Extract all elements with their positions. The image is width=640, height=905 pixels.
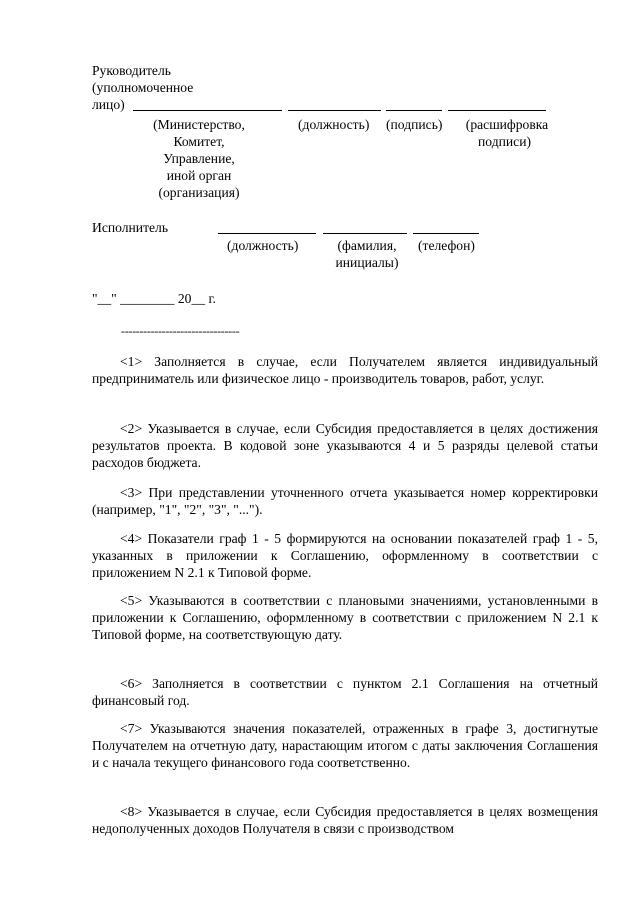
executor-caption-name [326, 237, 408, 271]
caption-ministry-line: (Министерство, [153, 117, 245, 132]
footnote-7: <7> Указываются значения показателей, отраженных в графе 3, достигнутые Получателем на отчетную дату, нарастающим итогом с даты заключения Соглашения и с начала текущего финансового года соответственно. [92, 721, 598, 770]
footnote-1: <1> Заполняется в случае, если Получателем является индивидуальный предприниматель или физическое лицо - производитель товаров, работ, услуг. [92, 354, 598, 386]
executor-phone-line [413, 233, 479, 234]
caption-position: (должность) [298, 117, 370, 132]
footnote-separator: -------------------------------- [121, 324, 240, 338]
footnote-4: <4> Показатели граф 1 - 5 формируются на основании показателей граф 1 - 5, указанных в приложении к Соглашению, оформленному в соответствии с приложением N 2.1 к Типовой форме. [92, 531, 598, 580]
signature-line [386, 110, 442, 111]
executor-label: Исполнитель [92, 220, 169, 235]
footnote-5: <5> Указываются в соответствии с плановыми значениями, установленными в приложении к Соглашению, оформленному в соответствии с приложением N 2.1 к Типовой форме, на соответствующую дату. [92, 593, 598, 642]
footnote-2: <2> Указывается в случае, если Субсидия предоставляется в целях достижения результатов проекта. В кодовой зоне указываются 4 и 5 разряды целевой статьи расходов бюджета. [92, 421, 598, 470]
caption-decoding-line: подписи) [478, 134, 531, 149]
decoding-signature-line [448, 110, 546, 111]
position-signature-line [288, 110, 381, 111]
caption-ministry [133, 116, 265, 201]
caption-decoding [455, 116, 559, 150]
head-label-line1: Руководитель [92, 63, 171, 78]
executor-caption-name-line: инициалы) [335, 255, 399, 270]
caption-ministry-line: Комитет, [173, 134, 225, 149]
footnote-8: <8> Указывается в случае, если Субсидия предоставляется в целях возмещения недополученных доходов Получателя в связи с производством [92, 804, 598, 836]
caption-ministry-line: (организация) [158, 185, 240, 200]
date-line: "__" ________ 20__ г. [92, 291, 216, 306]
executor-position-line [218, 233, 316, 234]
head-label-line2: (уполномоченное [92, 80, 194, 95]
head-label-line3: лицо) [92, 97, 125, 112]
footnote-3: <3> При представлении уточненного отчета указывается номер корректировки (например, "1", "2", "3", "..."). [92, 485, 598, 517]
executor-caption-name-line: (фамилия, [337, 238, 397, 253]
ministry-signature-line [133, 110, 282, 111]
executor-caption-phone: (телефон) [418, 238, 475, 253]
caption-decoding-line: (расшифровка [465, 117, 549, 132]
executor-caption-position: (должность) [227, 238, 299, 253]
footnote-6: <6> Заполняется в соответствии с пунктом 2.1 Соглашения на отчетный финансовый год. [92, 676, 598, 708]
executor-name-line [323, 233, 407, 234]
caption-signature: (подпись) [386, 117, 443, 132]
caption-ministry-line: Управление, [163, 151, 235, 166]
caption-ministry-line: иной орган [166, 168, 232, 183]
